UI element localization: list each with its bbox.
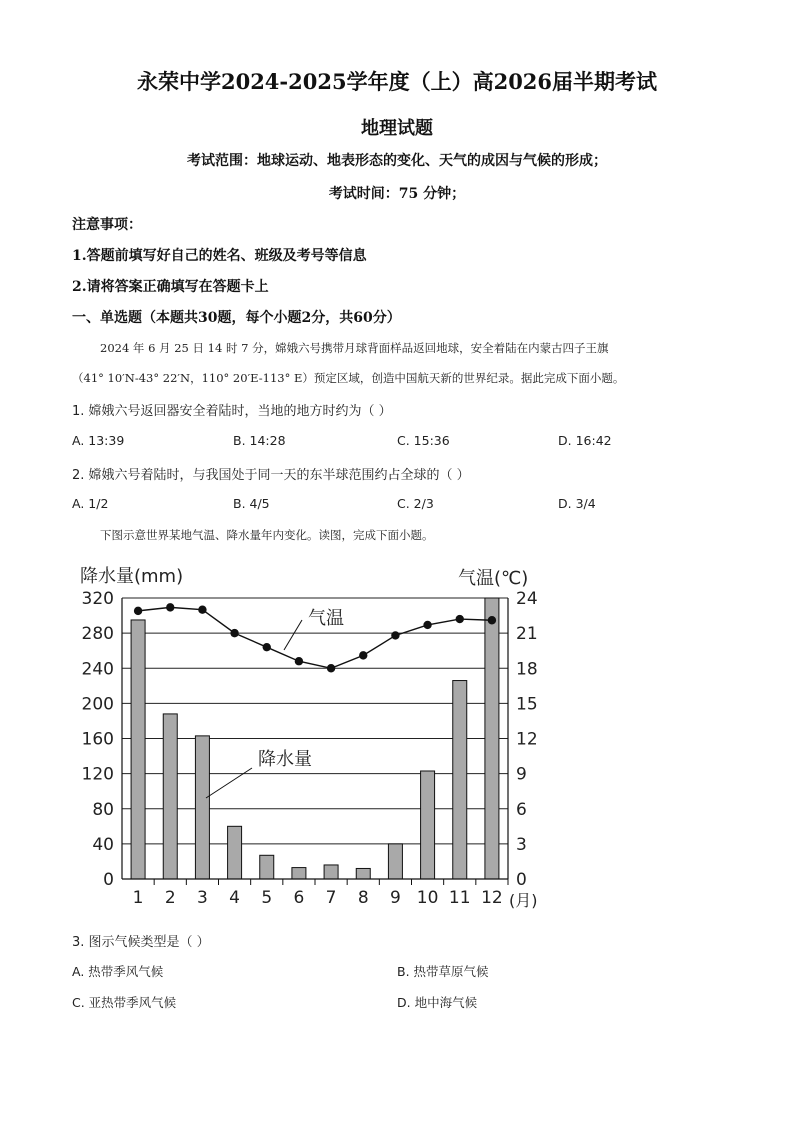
question-3-option-b[interactable]: B. 热带草原气候 bbox=[397, 964, 489, 979]
temperature-point bbox=[166, 603, 174, 611]
left-tick-label: 200 bbox=[81, 694, 114, 715]
x-tick-label: 12 bbox=[481, 888, 503, 908]
right-axis-label: 气温(℃) bbox=[458, 568, 529, 589]
notice-item-1: 1.答题前填写好自己的姓名、班级及考号等信息 bbox=[72, 248, 367, 264]
left-tick-label: 240 bbox=[81, 659, 114, 680]
left-tick-label: 120 bbox=[81, 764, 114, 785]
question-1-option-d[interactable]: D. 16:42 bbox=[558, 433, 612, 448]
temperature-point bbox=[391, 631, 399, 639]
question-2-option-b[interactable]: B. 4/5 bbox=[233, 496, 270, 511]
climate-chart bbox=[72, 558, 562, 918]
question-2-option-a[interactable]: A. 1/2 bbox=[72, 496, 109, 511]
passage-1-line-1: 2024 年 6 月 25 日 14 时 7 分，嫦娥六号携带月球背面样品返回地球，安全着陆在内蒙古四子王旗 bbox=[100, 341, 609, 355]
precipitation-bar bbox=[131, 620, 145, 879]
question-2-stem: 2. 嫦娥六号着陆时，与我国处于同一天的东半球范围约占全球的（ ） bbox=[72, 468, 470, 483]
precipitation-bar bbox=[292, 868, 306, 879]
precipitation-bar bbox=[163, 714, 177, 879]
left-tick-label: 0 bbox=[103, 870, 114, 890]
question-1-option-b[interactable]: B. 14:28 bbox=[233, 433, 286, 448]
precipitation-bar bbox=[324, 865, 338, 879]
exam-scope: 考试范围：地球运动、地表形态的变化、天气的成因与气候的形成； bbox=[187, 153, 607, 169]
x-tick-label: 3 bbox=[197, 888, 208, 908]
temperature-point bbox=[198, 606, 206, 614]
question-3-stem: 3. 图示气候类型是（ ） bbox=[72, 935, 210, 950]
passage-1-line-2: （41° 10′N-43° 22′N，110° 20′E-113° E）预定区域，创造中国航天新的世界纪录。据此完成下面小题。 bbox=[72, 371, 625, 385]
right-tick-label: 12 bbox=[516, 729, 538, 750]
question-3-option-d[interactable]: D. 地中海气候 bbox=[397, 995, 478, 1010]
passage-2-line-1: 下图示意世界某地气温、降水量年内变化。读图，完成下面小题。 bbox=[100, 528, 434, 542]
right-tick-label: 18 bbox=[516, 659, 538, 680]
temperature-point bbox=[295, 657, 303, 665]
precipitation-bar bbox=[195, 736, 209, 879]
temperature-point bbox=[327, 664, 335, 672]
left-tick-label: 80 bbox=[92, 799, 114, 820]
temperature-point bbox=[488, 616, 496, 624]
x-tick-label: 6 bbox=[293, 888, 305, 908]
temperature-point bbox=[456, 615, 464, 623]
temperature-point bbox=[263, 643, 271, 651]
precipitation-bar bbox=[485, 598, 499, 879]
section-heading: 一、单选题（本题共30题，每个小题2分，共60分） bbox=[72, 310, 401, 326]
right-tick-label: 9 bbox=[516, 764, 527, 785]
question-2-option-c[interactable]: C. 2/3 bbox=[397, 496, 434, 511]
question-3-option-a[interactable]: A. 热带季风气候 bbox=[72, 964, 164, 979]
precipitation-bar bbox=[388, 844, 402, 879]
exam-subject: 地理试题 bbox=[361, 118, 433, 139]
right-tick-label: 3 bbox=[516, 834, 527, 855]
right-tick-label: 0 bbox=[516, 870, 527, 890]
exam-time: 考试时间：75 分钟； bbox=[328, 186, 466, 202]
precipitation-bar bbox=[356, 868, 370, 879]
notice-item-2: 2.请将答案正确填写在答题卡上 bbox=[72, 279, 269, 295]
x-tick-label: 5 bbox=[261, 888, 273, 908]
temperature-point bbox=[423, 621, 431, 629]
x-tick-label: 2 bbox=[164, 888, 176, 908]
precipitation-bar bbox=[260, 855, 274, 879]
x-unit-label: (月) bbox=[509, 891, 538, 910]
chart-grid bbox=[122, 598, 508, 879]
temperature-series-label: 气温 bbox=[308, 608, 344, 629]
left-tick-label: 280 bbox=[81, 624, 114, 645]
left-axis-label: 降水量(mm) bbox=[80, 566, 184, 587]
question-1-option-c[interactable]: C. 15:36 bbox=[397, 433, 450, 448]
temperature-point bbox=[230, 629, 238, 637]
left-tick-label: 40 bbox=[92, 834, 114, 855]
precipitation-bar bbox=[228, 826, 242, 879]
right-tick-label: 6 bbox=[516, 799, 527, 820]
x-tick-label: 9 bbox=[390, 888, 401, 908]
temperature-point bbox=[359, 651, 367, 659]
precipitation-bar bbox=[421, 771, 435, 879]
right-tick-label: 15 bbox=[516, 694, 538, 715]
exam-title: 永荣中学2024-2025学年度（上）高2026届半期考试 bbox=[136, 69, 658, 94]
question-1-stem: 1. 嫦娥六号返回器安全着陆时，当地的地方时约为（ ） bbox=[72, 404, 392, 419]
precipitation-bar bbox=[453, 681, 467, 879]
left-tick-label: 320 bbox=[81, 589, 114, 609]
notice-heading: 注意事项： bbox=[72, 217, 142, 233]
right-tick-label: 21 bbox=[516, 624, 538, 645]
temperature-annotation bbox=[284, 608, 344, 650]
question-2-option-d[interactable]: D. 3/4 bbox=[558, 496, 596, 511]
x-tick-label: 11 bbox=[448, 888, 471, 908]
question-3-option-c[interactable]: C. 亚热带季风气候 bbox=[72, 995, 177, 1010]
temperature-point bbox=[134, 607, 142, 615]
question-1-option-a[interactable]: A. 13:39 bbox=[72, 433, 125, 448]
x-tick-label: 7 bbox=[325, 888, 337, 908]
precipitation-series-label: 降水量 bbox=[258, 749, 312, 770]
right-tick-label: 24 bbox=[516, 589, 538, 609]
x-tick-label: 4 bbox=[229, 888, 240, 908]
x-tick-label: 10 bbox=[416, 888, 439, 908]
x-tick-label: 8 bbox=[357, 888, 369, 908]
x-tick-label: 1 bbox=[132, 888, 144, 908]
left-tick-label: 160 bbox=[81, 729, 114, 750]
